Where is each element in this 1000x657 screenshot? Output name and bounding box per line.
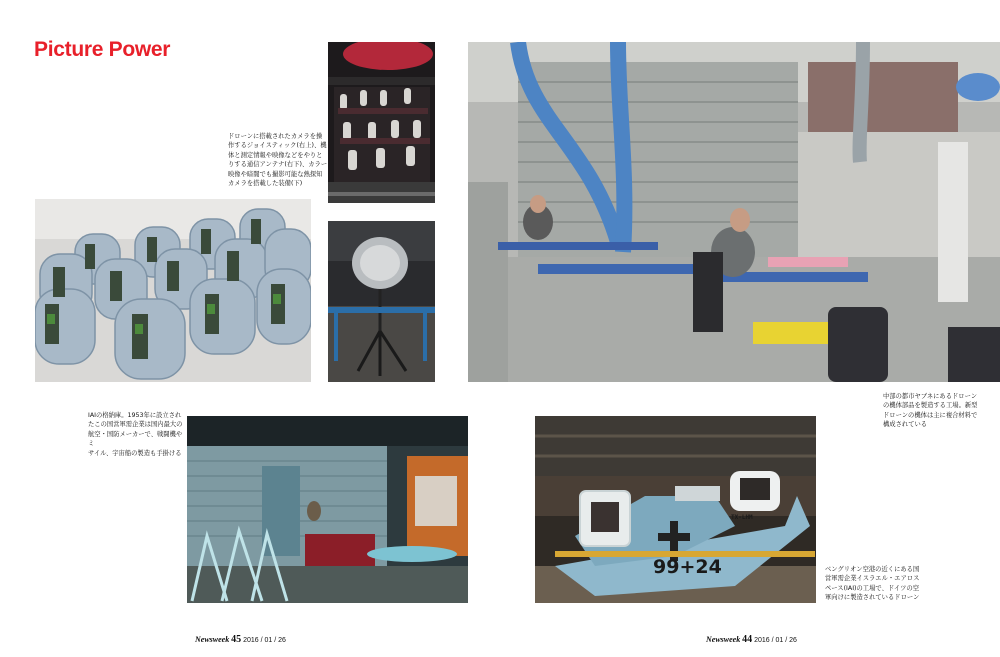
footer-left-brand: Newsweek	[195, 635, 230, 644]
caption-iai: IAIの格納庫。1953年に設立され たこの国営軍需企業は国内最大の 航空・国防メーカーで、戦闘機やミ サイル、宇宙船の製造も手掛ける	[88, 412, 183, 457]
footer-right-date: 2016 / 01 / 26	[754, 637, 797, 644]
aircraft-code: TX-LHM	[731, 514, 753, 521]
photo-hangar	[187, 416, 468, 603]
footer-right-brand: Newsweek	[706, 635, 741, 644]
photo-aerospace-drone	[535, 416, 816, 603]
photo-joysticks	[328, 42, 435, 203]
photo-antenna	[328, 221, 435, 382]
footer-left-page: 45	[231, 634, 242, 645]
footer-right-page: 44	[742, 634, 753, 645]
footer-left	[195, 634, 286, 645]
photo-factory	[468, 42, 1000, 382]
aircraft-marking: 99+24	[653, 556, 722, 578]
caption-drone-camera: ドローンに搭載されたカメラを操 作するジョイスティック(右上)、機 体と測定情報や映像などをやりと りする通信アンテナ(右下)、カラー 映像や暗闇でも撮影可能な熱探知 カメラを搭載した装備(下)	[228, 133, 328, 188]
caption-aerospace: ベングリオン空港の近くにある国 営軍需企業イスラエル・エアロス ペース(IAI)の工場で、ドイツの空 軍向けに製造されているドローン	[825, 566, 920, 602]
caption-factory: 中部の都市ヤブネにあるドローン の機体部品を製造する工場。新型 ドローンの機体は主に複合材料で 構成されている	[883, 393, 978, 429]
section-title: Picture Power	[34, 38, 171, 61]
footer-left-date: 2016 / 01 / 26	[243, 637, 286, 644]
footer-right	[706, 634, 797, 645]
photo-camera-housings	[35, 199, 311, 382]
